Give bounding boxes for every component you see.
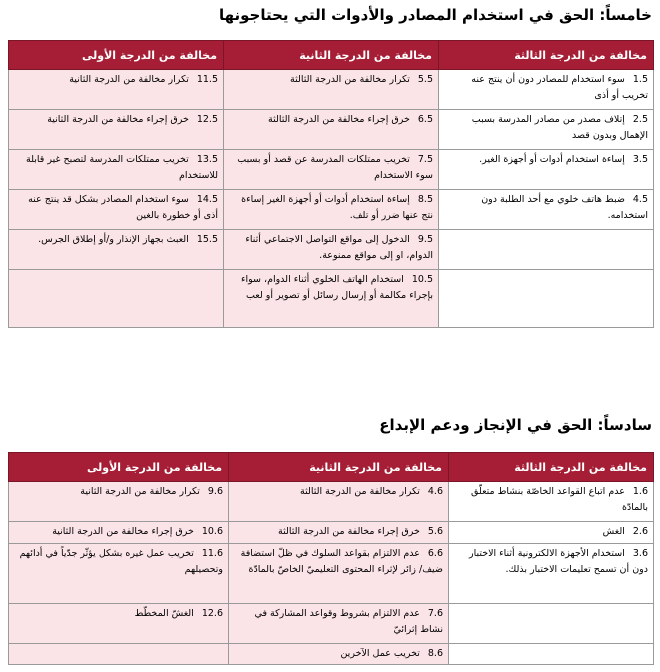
table-cell: 10.6خرق إجراء مخالفة من الدرجة الثانية [9, 522, 229, 544]
section5-table [8, 40, 654, 328]
table-row [9, 270, 654, 328]
table-cell: 11.6تخريب عمل غيره بشكل يؤثّر جدّياً في أدائهم وتحصيلهم [9, 544, 229, 604]
table-cell: 8.6تخريب عمل الآخرين [229, 644, 449, 665]
table-header-row [9, 41, 654, 70]
table-row [9, 482, 654, 522]
table-header-row [9, 453, 654, 482]
table-cell: 14.5سوء استخدام المصادر بشكل قد ينتج عنه أذى أو خطورة بالغين [9, 190, 224, 230]
table-cell-empty [439, 230, 654, 270]
header-first-degree: مخالفة من الدرجة الأولى [9, 41, 224, 70]
header-second-degree: مخالفة من الدرجة الثانية [224, 41, 439, 70]
header-second-degree: مخالفة من الدرجة الثانية [229, 453, 449, 482]
header-third-degree: مخالفة من الدرجة الثالثة [439, 41, 654, 70]
table-cell: 12.6الغشّ المخطّط [9, 604, 229, 644]
table-cell-empty [439, 270, 654, 328]
table-cell: 15.5العبث بجهاز الإنذار و/أو إطلاق الجرس. [9, 230, 224, 270]
table-cell: 4.6تكرار مخالفة من الدرجة الثالثة [229, 482, 449, 522]
section6-title: سادساً: الحق في الإنجاز ودعم الإبداع [379, 416, 652, 434]
table-cell: 7.6عدم الالتزام بشروط وقواعد المشاركة في نشاط إثرائيّ [229, 604, 449, 644]
table-cell: 7.5تخريب ممتلكات المدرسة عن قصد أو بسبب سوء الاستخدام [224, 150, 439, 190]
table-row [9, 544, 654, 604]
table-cell: 6.5خرق إجراء مخالفة من الدرجة الثالثة [224, 110, 439, 150]
table-cell: 11.5تكرار مخالفة من الدرجة الثانية [9, 70, 224, 110]
table-row [9, 604, 654, 644]
table-cell: 3.6استخدام الأجهزة الالكترونية أثناء الاختبار دون أن تسمح تعليمات الاختبار بذلك. [449, 544, 654, 604]
table-cell: 10.5استخدام الهاتف الخلوي أثناء الدوام، سواء بإجراء مكالمة أو إرسال رسائل أو تصوير أو لعب [224, 270, 439, 328]
table-cell: 9.6تكرار مخالفة من الدرجة الثانية [9, 482, 229, 522]
table-row [9, 110, 654, 150]
table-row [9, 190, 654, 230]
table-cell: 8.5إساءة استخدام أدوات أو أجهزة الغير إساءة نتج عنها ضرر أو تلف. [224, 190, 439, 230]
table-cell: 9.5الدخول إلى مواقع التواصل الاجتماعي أثناء الدوام، او إلى مواقع ممنوعة. [224, 230, 439, 270]
header-first-degree: مخالفة من الدرجة الأولى [9, 453, 229, 482]
table-cell: 2.6الغش [449, 522, 654, 544]
section6-table [8, 452, 654, 665]
table-cell: 3.5إساءة استخدام أدوات أو أجهزة الغير. [439, 150, 654, 190]
table-cell: 4.5ضبط هاتف خلوي مع أحد الطلبة دون استخدامه. [439, 190, 654, 230]
table-cell: 12.5خرق إجراء مخالفة من الدرجة الثانية [9, 110, 224, 150]
table-cell: 5.5تكرار مخالفة من الدرجة الثالثة [224, 70, 439, 110]
table-cell-empty [449, 644, 654, 665]
table-row [9, 230, 654, 270]
table-cell-empty [449, 604, 654, 644]
table-cell: 5.6خرق إجراء مخالفة من الدرجة الثالثة [229, 522, 449, 544]
table-cell: 2.5إتلاف مصدر من مصادر المدرسة بسبب الإهمال وبدون قصد [439, 110, 654, 150]
table-cell-empty [9, 270, 224, 328]
table-row [9, 70, 654, 110]
table-cell: 13.5تخريب ممتلكات المدرسة لتصبح غير قابلة للاستخدام [9, 150, 224, 190]
table-row [9, 644, 654, 665]
section5-title: خامساً: الحق في استخدام المصادر والأدوات التي يحتاجونها [218, 6, 652, 24]
table-row [9, 522, 654, 544]
table-cell-empty [9, 644, 229, 665]
table-cell: 1.5سوء استخدام للمصادر دون أن ينتج عنه تخريب أو أذى [439, 70, 654, 110]
table-row [9, 150, 654, 190]
table-cell: 1.6عدم اتباع القواعد الخاصّة بنشاط متعلّق بالمادّة [449, 482, 654, 522]
table-cell: 6.6عدم الالتزام بقواعد السلوك في ظلّ استضافة ضيف/ زائر لإثراء المحتوى التعليميّ الخاصّ بالمادّة [229, 544, 449, 604]
header-third-degree: مخالفة من الدرجة الثالثة [449, 453, 654, 482]
